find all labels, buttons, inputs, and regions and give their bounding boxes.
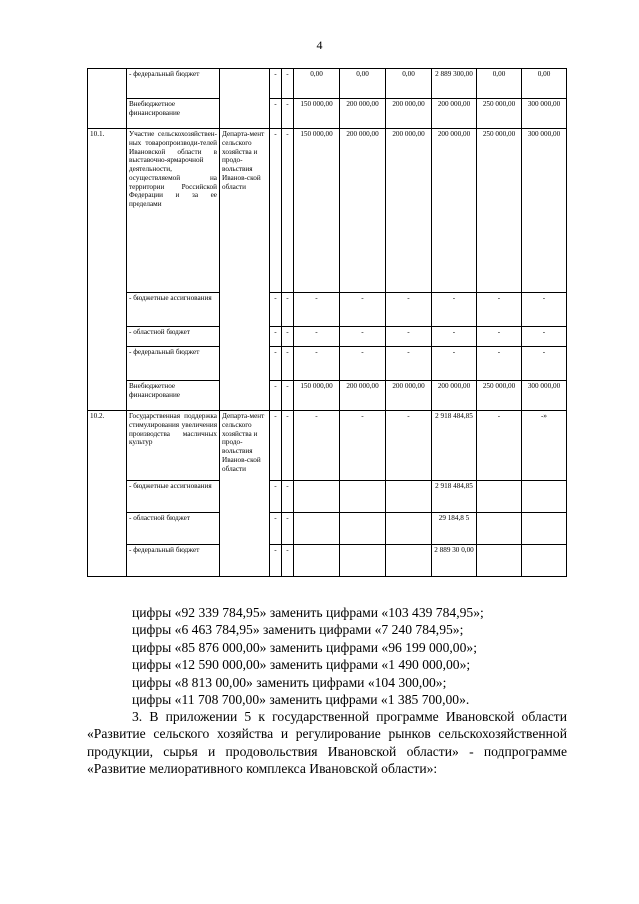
period-cell: -: [270, 69, 282, 99]
value-cell: 200 000,00: [340, 129, 386, 293]
value-cell: 200 000,00: [432, 99, 477, 129]
value-cell: -: [477, 347, 522, 381]
replacement-line: цифры «6 463 784,95» заменить цифрами «7 240 784,95»;: [132, 622, 464, 638]
row-name: Внебюджетное финансирование: [127, 381, 220, 411]
value-cell: [522, 513, 567, 545]
value-cell: -: [432, 347, 477, 381]
row-name: Участие сельскохозяйствен-ных товаропроизводи-телей Ивановской области в выставочно-ярмарочной деятельности, осуществляемой на территории Российской Федерации и за ее пределами: [127, 129, 220, 293]
value-cell: 150 000,00: [294, 99, 340, 129]
period-cell: -: [282, 381, 294, 411]
replacement-line: цифры «11 708 700,00» заменить цифрами «1 385 700,00».: [132, 692, 470, 708]
value-cell: -: [294, 347, 340, 381]
replacement-line: цифры «12 590 000,00» заменить цифрами «1 490 000,00»;: [132, 657, 471, 673]
value-cell: 300 000,00: [522, 99, 567, 129]
period-cell: -: [282, 293, 294, 327]
value-cell: 2 918 484,85: [432, 481, 477, 513]
replacement-line: цифры «92 339 784,95» заменить цифрами «103 439 784,95»;: [132, 605, 484, 620]
value-cell: 150 000,00: [294, 381, 340, 411]
value-cell: 200 000,00: [340, 381, 386, 411]
value-cell: 0,00: [294, 69, 340, 99]
value-cell: [477, 545, 522, 577]
executor: [220, 69, 270, 129]
value-cell: [340, 513, 386, 545]
value-cell: 200 000,00: [386, 381, 432, 411]
row-name: - бюджетные ассигнования: [127, 293, 220, 327]
period-cell: -: [270, 293, 282, 327]
replacement-line: цифры «8 813 00,00» заменить цифрами «104 300,00»;: [132, 674, 447, 690]
value-cell: 0,00: [340, 69, 386, 99]
value-cell: [522, 481, 567, 513]
value-cell: 250 000,00: [477, 129, 522, 293]
value-cell: -: [340, 411, 386, 481]
table-row: [88, 513, 567, 545]
table-row: [88, 545, 567, 577]
value-cell: -: [340, 347, 386, 381]
value-cell: [294, 545, 340, 577]
value-cell: [522, 545, 567, 577]
value-cell: -: [477, 327, 522, 347]
value-cell: [386, 481, 432, 513]
period-cell: -: [282, 327, 294, 347]
value-cell: -: [432, 293, 477, 327]
period-cell: -: [282, 481, 294, 513]
row-name: - областной бюджет: [127, 513, 220, 545]
table-row: [88, 381, 567, 411]
value-cell: -: [294, 327, 340, 347]
period-cell: -: [270, 129, 282, 293]
value-cell: 200 000,00: [432, 129, 477, 293]
table-row: [88, 293, 567, 327]
table-row: [88, 411, 567, 481]
value-cell: 200 000,00: [340, 99, 386, 129]
value-cell: [340, 481, 386, 513]
row-number: 10.1.: [88, 129, 127, 411]
period-cell: -: [270, 99, 282, 129]
value-cell: -: [294, 293, 340, 327]
value-cell: -: [386, 293, 432, 327]
value-cell: -»: [522, 411, 567, 481]
paragraph-3: [87, 708, 567, 778]
row-name: - бюджетные ассигнования: [127, 481, 220, 513]
value-cell: -: [340, 327, 386, 347]
period-cell: -: [270, 327, 282, 347]
value-cell: [294, 513, 340, 545]
value-cell: [386, 513, 432, 545]
value-cell: -: [522, 293, 567, 327]
value-cell: 2 889 300,00: [432, 69, 477, 99]
table-row: [88, 129, 567, 293]
value-cell: 200 000,00: [386, 99, 432, 129]
period-cell: -: [282, 545, 294, 577]
row-name: - областной бюджет: [127, 327, 220, 347]
value-cell: -: [340, 293, 386, 327]
value-cell: 200 000,00: [432, 381, 477, 411]
value-cell: -: [386, 411, 432, 481]
period-cell: -: [270, 347, 282, 381]
period-cell: -: [270, 481, 282, 513]
value-cell: 0,00: [477, 69, 522, 99]
value-cell: 150 000,00: [294, 129, 340, 293]
executor: Департа-мент сельского хозяйства и продо-вольствия Иванов-ской области: [220, 411, 270, 577]
value-cell: 300 000,00: [522, 129, 567, 293]
period-cell: -: [270, 545, 282, 577]
value-cell: -: [477, 293, 522, 327]
table-row: [88, 347, 567, 381]
value-cell: -: [522, 327, 567, 347]
period-cell: -: [282, 129, 294, 293]
row-name: - федеральный бюджет: [127, 347, 220, 381]
value-cell: [477, 481, 522, 513]
value-cell: -: [294, 411, 340, 481]
executor: Департа-мент сельского хозяйства и продо-вольствия Иванов-ской области: [220, 129, 270, 411]
value-cell: 200 000,00: [386, 129, 432, 293]
value-cell: 300 000,00: [522, 381, 567, 411]
row-name: Внебюджетное финансирование: [127, 99, 220, 129]
period-cell: -: [282, 347, 294, 381]
value-cell: 250 000,00: [477, 381, 522, 411]
value-cell: 2 918 484,85: [432, 411, 477, 481]
value-cell: -: [386, 327, 432, 347]
table-body: [88, 69, 567, 577]
period-cell: -: [282, 411, 294, 481]
page-number: 4: [316, 38, 323, 52]
table-row: [88, 99, 567, 129]
replacement-line: цифры «85 876 000,00» заменить цифрами «96 199 000,00»;: [132, 639, 477, 655]
value-cell: 0,00: [522, 69, 567, 99]
period-cell: -: [282, 99, 294, 129]
value-cell: -: [386, 347, 432, 381]
value-cell: -: [432, 327, 477, 347]
row-name: Государственная поддержка стимулирования увеличения производства масличных культур: [127, 411, 220, 481]
funding-table: [87, 68, 567, 577]
period-cell: -: [270, 411, 282, 481]
value-cell: 29 184,8 5: [432, 513, 477, 545]
row-number: [88, 69, 127, 129]
period-cell: -: [282, 513, 294, 545]
value-cell: 2 889 30 0,00: [432, 545, 477, 577]
period-cell: -: [270, 513, 282, 545]
value-cell: -: [477, 411, 522, 481]
period-cell: -: [282, 69, 294, 99]
value-cell: 250 000,00: [477, 99, 522, 129]
value-cell: [386, 545, 432, 577]
value-cell: [340, 545, 386, 577]
row-name: - федеральный бюджет: [127, 69, 220, 99]
value-cell: [477, 513, 522, 545]
paragraph-text: 3. В приложении 5 к государственной программе Ивановской области «Развитие сельского хозяйства и регулирование рынков сельскохозяйственной продукции, сырья и продовольствия Ивановской области» - подпрограмме «Развитие мелиоративного комплекса Ивановской области»:: [87, 709, 567, 777]
value-cell: [294, 481, 340, 513]
row-number: 10.2.: [88, 411, 127, 577]
table-row: [88, 481, 567, 513]
value-cell: -: [522, 347, 567, 381]
row-name: - федеральный бюджет: [127, 545, 220, 577]
value-cell: 0,00: [386, 69, 432, 99]
table-row: [88, 327, 567, 347]
replacement-list: [132, 604, 572, 708]
table-row: [88, 69, 567, 99]
period-cell: -: [270, 381, 282, 411]
